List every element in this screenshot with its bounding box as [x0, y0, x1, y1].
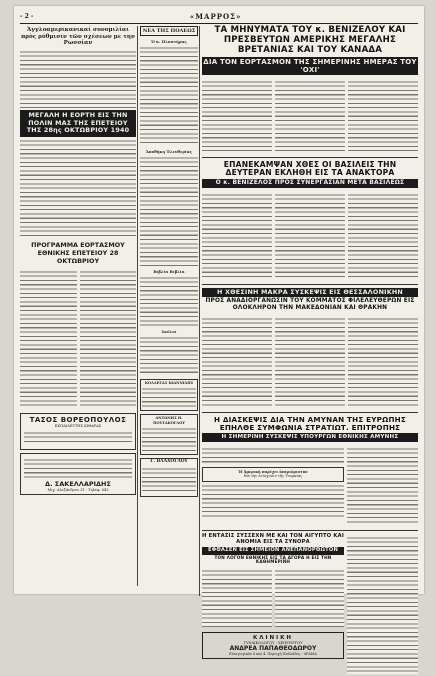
- article-text: [202, 447, 344, 465]
- headline-europe-sub: Η ΣΗΜΕΡΙΝΗ ΣΥΣΚΕΨΙΣ ΥΠΟΥΡΓΩΝ ΕΘΝΙΚΗΣ ΑΜΥΝΗΣ: [202, 433, 418, 441]
- headline-tension-tail: ΤΟΝ ΛΟΓΟΝ ΕΘΝΙΚΗΣ ΕΙΣ ΤΑ ΑΓΟΡΑ Η ΕΙΣ ΤΗΝ ΚΑΘΗΜΕΡΙΝΗ: [214, 554, 332, 565]
- article-text: [140, 336, 198, 376]
- article-text: [275, 569, 345, 627]
- clinic-address: Εἰσαγωγικὸν 6 καὶ 4. Περιοχὴ Παλλάδος - ΔΡΑΜΑ: [229, 652, 317, 657]
- headline-messages: ΤΑ ΜΗΝΥΜΑΤΑ ΤΟΥ κ. ΒΕΝΙΖΕΛΟΥ ΚΑΙ ΠΡΕΣΒΕΥΤΩΝ ΑΜΕΡΙΚΗΣ ΜΕΓΑΛΗΣ ΒΡΕΤΑΝΙΑΣ ΚΑΙ ΤΟΥ ΚΑΝΑΔΑ: [214, 25, 406, 55]
- ad-name: Δ. ΣΑΚΕΛΛΑΡΙΔΗΣ: [45, 479, 111, 488]
- article-columns: [202, 567, 344, 629]
- article-text: [275, 317, 345, 407]
- right-column: [202, 25, 418, 657]
- column-rule: [137, 26, 138, 586]
- clinic-doctor: ΑΝΔΡΕΑ ΠΑΠΑΘΕΟΔΩΡΟΥ: [229, 645, 317, 653]
- article-columns: [202, 315, 418, 409]
- article-columns: [202, 191, 418, 281]
- advertisement: [140, 458, 198, 496]
- advertisement: [20, 413, 136, 449]
- program-columns: [20, 268, 136, 410]
- headline-meeting-sub: ΠΡΟΣ ΑΝΑΔΙΟΡΓΑΝΩΣΙΝ ΤΟΥ ΚΟΜΜΑΤΟΣ ΦΙΛΕΛΕΥΘΕΡΩΝ ΕΙΣ ΟΛΟΚΛΗΡΟΝ ΤΗΝ ΜΑΚΕΔΟΝΙΑΝ ΚΑΙ ΘΡΑΚΗΝ: [205, 298, 415, 312]
- article-text: [80, 270, 137, 408]
- divider: [202, 284, 418, 285]
- paper-name: «ΜΑΡΡΟΣ»: [189, 11, 242, 21]
- ad-text: [142, 427, 196, 451]
- section-label: ΝΕΑ ΤΗΣ ΠΟΛΕΩΣ: [140, 26, 198, 36]
- ad-name: ΑΝΤΩΝΗΣ Η. ΠΟΥΤΑΚΟΓΛΟΥ: [153, 416, 185, 425]
- newspaper-page: [14, 6, 424, 657]
- headline-kings: ΕΠΑΝΕΚΑΜΨΑΝ ΧΘΕΣ ΟΙ ΒΑΣΙΛΕΙΣ ΤΗΝ ΔΕΥΤΕΡΑΝ ΕΚΛΗΘΗ ΕΙΣ ΤΑ ΑΝΑΚΤΟΡΑ: [223, 159, 397, 178]
- divider: [202, 157, 418, 158]
- headline-kings-sub: Ο κ. ΒΕΝΙΖΕΛΟΣ ΠΡΟΣ ΣΥΝΕΡΓΑΣΙΑΝ ΜΕΤΑ ΒΑΣΙΛΕΩΣ: [202, 179, 418, 188]
- article-text: [202, 193, 272, 279]
- article-text: [140, 156, 198, 266]
- headline-box: ΜΕΓΑΛΗ Η ΕΟΡΤΗ ΕΙΣ ΤΗΝ ΠΟΛΙΝ ΜΑΣ ΤΗΣ ΕΠΕΤΕΙΟΥ ΤΗΣ 28ης ΟΚΤΩΒΡΙΟΥ 1940: [20, 110, 136, 137]
- ad-subtitle: Μιχ. Αλεξάνδρου 31 - Τηλέφ. 643: [47, 487, 109, 492]
- article-text: [275, 80, 345, 152]
- subheading: Σκύλοι: [161, 329, 177, 334]
- advertisement: [20, 453, 136, 495]
- note-box: [202, 467, 344, 482]
- article-text: [347, 536, 418, 674]
- ad-text: [142, 387, 196, 407]
- article-title: Ἀγγλοαμερικανικαί συνομιλίαι πρὸς ρύθμισιν τῶν σχέσεων με την Ρωσσίαν: [21, 27, 135, 47]
- headline-messages-sub: ΔΙΑ ΤΟΝ ΕΟΡΤΑΣΜΟΝ ΤΗΣ ΣΗΜΕΡΙΝΗΣ ΗΜΕΡΑΣ ΤΟΥ 'ΟΧΙ': [203, 57, 417, 74]
- article-text: [348, 193, 418, 279]
- advertisement: [140, 414, 198, 455]
- headline-tension-sub: ΕΦΘΑΣΕΝ ΕΙΣ ΣΗΜΕΙΟΝ ΑΝΕΠΑΝΟΡΘΩΤΟΝ: [202, 547, 344, 555]
- article-text: [140, 276, 198, 326]
- page-number: - 2 -: [20, 12, 34, 20]
- article-text: [348, 80, 418, 152]
- ad-text: [24, 431, 132, 445]
- clinic-title: ΚΛΙΝΙΚΗ: [252, 635, 294, 642]
- ad-name: ΤΑΣΟΣ ΒΟΡΕΟΠΟΥΛΟΣ: [29, 416, 127, 425]
- ad-name: Γ. ΒΛΑΧΟΓΛΟΥ: [150, 459, 188, 465]
- article-block: [202, 534, 344, 676]
- article-text: [140, 46, 198, 146]
- bottom-area: [202, 534, 418, 676]
- divider: [202, 530, 418, 531]
- headline-europe: Η ΔΙΑΣΚΕΨΙΣ ΔΙΑ ΤΗΝ ΑΜΥΝΑΝ ΤΗΣ ΕΥΡΩΠΗΣ ΕΠΗΛΘΕ ΣΥΜΦΩΝΙΑ ΣΤΡΑΤΙΩΤ. ΕΠΙΤΡΟΠΗΣ: [213, 414, 406, 432]
- article-columns: [202, 445, 418, 527]
- ad-text: [142, 467, 196, 493]
- left-column: [20, 26, 136, 492]
- divider: [202, 412, 418, 413]
- subheading: Ἀποθήκη Ἐλευθερίας: [145, 149, 192, 154]
- subheading: Ὁ κ. Πλαστήρας: [151, 39, 187, 44]
- ad-subtitle: ΕΚΠΑΙΔΕΥΤΗΣ ΚΙΘΑΡΑΣ: [54, 424, 102, 429]
- advertisement: [140, 379, 198, 411]
- program-title: ΠΡΟΓΡΑΜΜΑ ΕΟΡΤΑΣΜΟΥ ΕΘΝΙΚΗΣ ΕΠΕΤΕΙΟΥ 28 ΟΚΤΩΒΡΙΟΥ: [31, 241, 125, 266]
- article-text: [202, 317, 272, 407]
- note-line: διὰ τὴν ἐνίσχυσιν τῆς Τουρκίας: [243, 474, 303, 479]
- article-text: [20, 50, 136, 108]
- subheading: Βιβλία Βιβλία: [153, 269, 185, 274]
- ad-text: [24, 458, 132, 478]
- middle-column: [140, 26, 198, 586]
- article-text: [20, 270, 77, 408]
- headline-meeting: Η ΧΘΕΣΙΝΗ ΜΑΚΡΑ ΣΥΣΚΕΨΙΣ ΕΙΣ ΘΕΣΣΑΛΟΝΙΚΗΝ: [202, 288, 418, 297]
- column-rule: [199, 26, 200, 596]
- note-line: Ἡ Ἀμερικὴ παρέχει ἀπεριόριστον: [238, 469, 308, 474]
- masthead: [20, 9, 418, 24]
- article-text: [20, 139, 136, 237]
- clinic-advertisement: [202, 632, 344, 659]
- article-text: [275, 193, 345, 279]
- article-text: [202, 484, 344, 518]
- article-text: [347, 447, 418, 525]
- article-text: [348, 317, 418, 407]
- article-columns: [202, 78, 418, 154]
- article-text: [202, 569, 272, 627]
- article-text: [202, 80, 272, 152]
- clinic-specialty: ΓΥΝΑΙΚΟΛΟΓΟΥ - ΧΕΙΡΟΥΡΓΟΥ: [243, 641, 303, 646]
- article-block: [202, 445, 344, 527]
- ad-name: ΚΟΛΛΕΓΑΣ ΙΩΑΝΝΙΔΗΣ: [144, 381, 194, 385]
- headline-tension: Η ΕΝΤΑΣΙΣ ΣΥΣΣΕΧΝ ΜΕ ΚΑΙ ΤΟΝ ΑΙΓΥΠΤΟ ΚΑΙ ΑΝΟΜΙΑ ΕΙΣ ΤΑ ΣΥΝΟΡΑ: [202, 532, 344, 545]
